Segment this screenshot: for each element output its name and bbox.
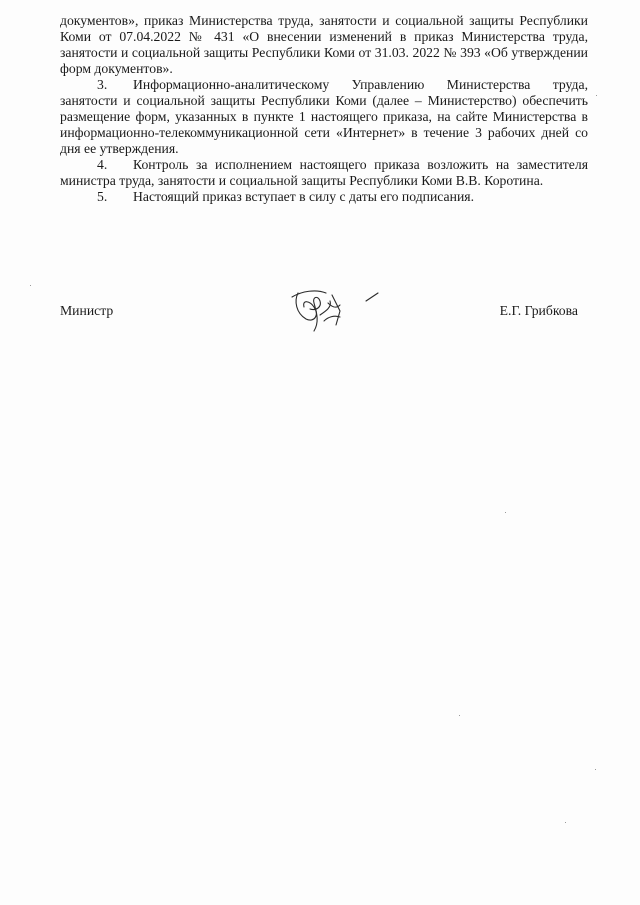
scan-speck xyxy=(595,769,596,770)
paragraph-number: 3. xyxy=(97,77,108,92)
scan-speck xyxy=(505,512,506,513)
document-body xyxy=(60,13,588,205)
scan-speck xyxy=(459,715,460,716)
signatory-title: Министр xyxy=(60,303,114,318)
paragraph-3 xyxy=(60,77,588,157)
paragraph-text: документов», приказ Министерства труда, занятости и социальной защиты Республики Коми от 07.04.2022 № 431 «О внесении изменений в приказ Министерства труда, занятости и социальной защиты Республики Коми от 31.03. 2022 № 393 «Об утверждении форм документов». xyxy=(60,13,588,76)
paragraph-number: 4. xyxy=(97,157,108,172)
paragraph-text: Настоящий приказ вступает в силу с даты его подписания. xyxy=(133,189,474,204)
paragraph-number: 5. xyxy=(97,189,108,204)
scan-speck xyxy=(596,95,597,96)
scan-speck xyxy=(30,285,31,286)
paragraph-text: Контроль за исполнением настоящего приказа возложить на заместителя министра труда, занятости и социальной защиты Республики Коми В.В. Коротина. xyxy=(60,157,588,188)
handwritten-signature-icon xyxy=(280,281,390,336)
scan-speck xyxy=(565,822,566,823)
paragraph-4 xyxy=(60,157,588,189)
paragraph-continuation xyxy=(60,13,588,77)
paragraph-text: Информационно-аналитическому Управлению Министерства труда, занятости и социальной защиты Республики Коми (далее – Министерство) обеспечить размещение форм, указанных в пункте 1 настоящего приказа, на сайте Министерства в информационно-телекоммуникационной сети «Интернет» в течение 3 рабочих дней со дня ее утверждения. xyxy=(60,77,588,156)
signatory-name: Е.Г. Грибкова xyxy=(499,303,578,318)
paragraph-5 xyxy=(60,189,588,205)
